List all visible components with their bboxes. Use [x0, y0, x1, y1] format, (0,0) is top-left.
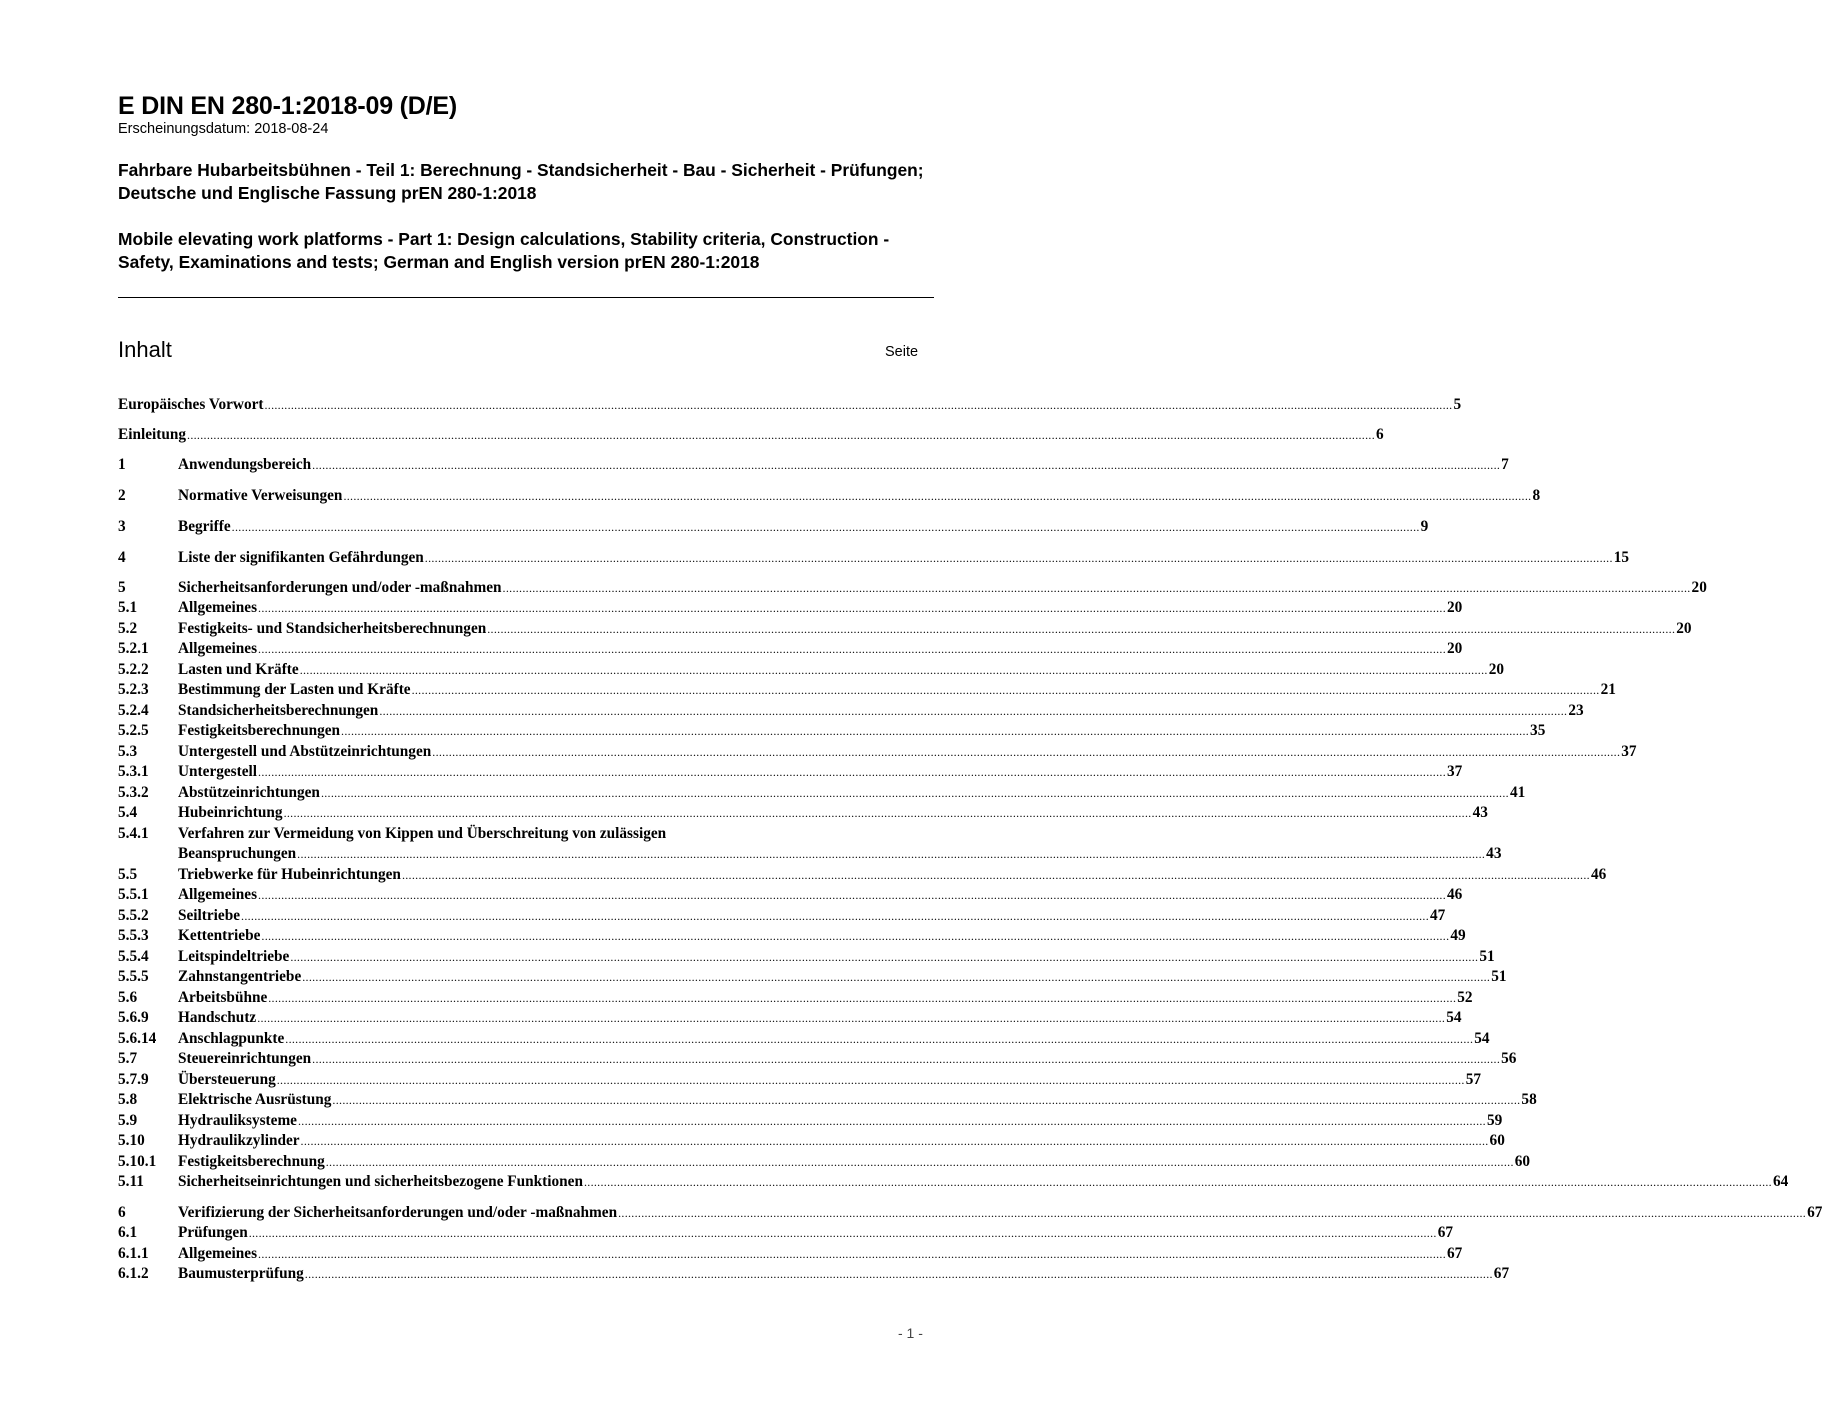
toc-leader-dots: [503, 578, 1691, 598]
toc-entry[interactable]: [118, 926, 1466, 946]
toc-entry[interactable]: [118, 425, 1384, 445]
toc-entry[interactable]: [118, 762, 1463, 782]
toc-entry-number: 5.11: [118, 1173, 144, 1190]
toc-entry[interactable]: [118, 455, 1509, 475]
toc-entry-number: 5.5.3: [118, 927, 149, 944]
toc-leader-dots: [584, 1172, 1772, 1192]
toc-entry-title: Hydraulikzylinder: [178, 1132, 300, 1149]
toc-entry-page: 64: [1772, 1173, 1789, 1190]
toc-page-label: Seite: [885, 344, 919, 360]
toc-entry-page: 46: [1447, 886, 1463, 903]
toc-entry-number: 5.6.14: [118, 1030, 157, 1047]
toc-entry[interactable]: [118, 742, 1637, 762]
toc-entry-number: 5.8: [118, 1091, 138, 1108]
toc-entry-number: 5.2.1: [118, 640, 149, 657]
toc-entry[interactable]: [118, 803, 1488, 823]
toc-entry-page: 23: [1568, 702, 1584, 719]
toc-entry-title: Übersteuerung: [178, 1071, 276, 1088]
toc-entry-title: Festigkeitsberechnungen: [178, 722, 341, 739]
toc-entry-page: 9: [1420, 518, 1429, 535]
toc-entry-title: Sicherheitseinrichtungen und sicherheitsbezogene Funktionen: [178, 1173, 583, 1190]
toc-entry-title: Standsicherheitsberechnungen: [178, 702, 379, 719]
toc-entry-page: 51: [1479, 948, 1495, 965]
toc-leader-dots: [312, 1049, 1500, 1069]
toc-entry-title: Zahnstangentriebe: [178, 968, 302, 985]
toc-entry[interactable]: [118, 1264, 1510, 1284]
toc-entry[interactable]: [118, 1152, 1531, 1172]
toc-entry-number: 3: [118, 518, 126, 535]
toc-entry-title: Untergestell: [178, 763, 258, 780]
toc-entry[interactable]: [118, 824, 930, 844]
toc-entry-title: Europäisches Vorwort: [118, 396, 264, 413]
toc-entry[interactable]: [118, 548, 1630, 568]
document-id: E DIN EN 280-1:2018-09 (D/E): [118, 92, 457, 120]
toc-leader-dots: [301, 1131, 1489, 1151]
toc-leader-dots: [258, 885, 1446, 905]
toc-entry-title: Arbeitsbühne: [178, 989, 268, 1006]
toc-entry-page: 43: [1486, 845, 1502, 862]
toc-entry[interactable]: [118, 1070, 1482, 1090]
toc-entry-page: 67: [1447, 1245, 1463, 1262]
toc-entry[interactable]: [118, 906, 1446, 926]
toc-entry[interactable]: [118, 783, 1526, 803]
toc-entry-page: 60: [1514, 1153, 1531, 1170]
toc-leader-dots: [290, 947, 1478, 967]
toc-entry-number: 5.5.1: [118, 886, 149, 903]
toc-leader-dots: [264, 395, 1452, 415]
toc-leader-dots: [257, 1008, 1445, 1028]
toc-entry-page: 47: [1430, 907, 1446, 924]
toc-entry-number: 5.7.9: [118, 1071, 149, 1088]
toc-entry-number: 5.2.2: [118, 661, 149, 678]
toc-entry-number: 6.1.1: [118, 1245, 149, 1262]
toc-entry-page: 8: [1532, 487, 1541, 504]
toc-entry-title: Baumusterprüfung: [178, 1265, 304, 1282]
toc-entry[interactable]: [118, 1049, 1517, 1069]
header-divider: [118, 297, 934, 298]
toc-entry[interactable]: [118, 517, 1429, 537]
toc-entry-title-continued: Beanspruchungen: [178, 845, 297, 862]
toc-entry-number: 5.2: [118, 620, 138, 637]
toc-entry-title: Untergestell und Abstützeinrichtungen: [178, 743, 432, 760]
toc-heading: Inhalt: [118, 337, 172, 362]
toc-entry-page: 56: [1501, 1050, 1517, 1067]
toc-entry-title: Bestimmung der Lasten und Kräfte: [178, 681, 411, 698]
toc-entry-page: 20: [1447, 599, 1463, 616]
toc-entry-page: 20: [1488, 661, 1504, 678]
toc-entry[interactable]: [118, 721, 1546, 741]
toc-entry[interactable]: [118, 947, 1495, 967]
toc-leader-dots: [232, 517, 1420, 537]
toc-entry-number: 5.6.9: [118, 1009, 149, 1026]
toc-entry-number: 5.2.5: [118, 722, 149, 739]
toc-entry-number: 5.3.1: [118, 763, 149, 780]
toc-entry-title: Einleitung: [118, 426, 187, 443]
toc-leader-dots: [300, 660, 1488, 680]
toc-entry[interactable]: [118, 1111, 1503, 1131]
toc-entry-number: 5.4.1: [118, 825, 149, 842]
toc-entry-title: Liste der signifikanten Gefährdungen: [178, 549, 424, 566]
toc-entry-number: 1: [118, 456, 126, 473]
toc-entry-title: Elektrische Ausrüstung: [178, 1091, 332, 1108]
toc-entry-title: Verfahren zur Vermeidung von Kippen und Überschreitung von zulässigen: [178, 825, 667, 842]
toc-entry-title: Handschutz: [178, 1009, 257, 1026]
toc-entry-page: 51: [1491, 968, 1507, 985]
toc-leader-dots: [241, 906, 1429, 926]
toc-entry-title: Leitspindeltriebe: [178, 948, 290, 965]
toc-entry-number: 5.5.5: [118, 968, 149, 985]
toc-entry-page: 67: [1437, 1224, 1453, 1241]
toc-entry-title: Hubeinrichtung: [178, 804, 283, 821]
toc-entry-title: Seiltriebe: [178, 907, 241, 924]
toc-entry-number: 5.3.2: [118, 784, 149, 801]
toc-leader-dots: [277, 1070, 1465, 1090]
toc-leader-dots: [305, 1264, 1493, 1284]
toc-leader-dots: [618, 1203, 1806, 1223]
toc-entry-number: 5.5.2: [118, 907, 149, 924]
toc-leader-dots: [298, 1111, 1486, 1131]
toc-entry[interactable]: [118, 865, 1607, 885]
toc-entry-continuation[interactable]: [118, 844, 1502, 864]
toc-entry-title: Allgemeines: [178, 886, 258, 903]
toc-entry-page: 37: [1621, 743, 1637, 760]
page-number: - 1 -: [898, 1325, 923, 1341]
toc-leader-dots: [425, 548, 1613, 568]
toc-entry[interactable]: [118, 1223, 1453, 1243]
toc-entry-number: 5: [118, 579, 126, 596]
toc-entry-page: 41: [1509, 784, 1526, 801]
toc-entry[interactable]: [118, 1244, 1463, 1264]
toc-entry[interactable]: [118, 578, 1707, 598]
toc-entry-number: 5.1: [118, 599, 138, 616]
toc-entry-title: Anschlagpunkte: [178, 1030, 285, 1047]
toc-entry-number: 6.1: [118, 1224, 138, 1241]
toc-leader-dots: [341, 721, 1529, 741]
toc-leader-dots: [297, 844, 1485, 864]
toc-entry-number: 5.7: [118, 1050, 138, 1067]
toc-entry[interactable]: [118, 885, 1463, 905]
toc-leader-dots: [487, 619, 1675, 639]
toc-entry-page: 6: [1376, 426, 1384, 443]
toc-entry[interactable]: [118, 1090, 1537, 1110]
toc-entry-number: 5.9: [118, 1112, 138, 1129]
toc-entry[interactable]: [118, 680, 1616, 700]
toc-leader-dots: [258, 1244, 1446, 1264]
toc-leader-dots: [258, 639, 1446, 659]
toc-entry-page: 52: [1457, 989, 1473, 1006]
toc-leader-dots: [432, 742, 1620, 762]
toc-entry-number: 5.10.1: [118, 1153, 157, 1170]
toc-leader-dots: [258, 598, 1446, 618]
toc-entry[interactable]: [118, 639, 1463, 659]
toc-entry-page: 15: [1613, 549, 1630, 566]
toc-entry-title: Abstützeinrichtungen: [178, 784, 320, 801]
toc-entry[interactable]: [118, 660, 1504, 680]
toc-leader-dots: [321, 783, 1509, 803]
toc-entry-page: 57: [1465, 1071, 1482, 1088]
toc-entry-title: Allgemeines: [178, 599, 258, 616]
toc-leader-dots: [326, 1152, 1514, 1172]
toc-leader-dots: [302, 967, 1490, 987]
toc-entry-number: 5.4: [118, 804, 138, 821]
toc-entry-number: 5.2.3: [118, 681, 149, 698]
toc-entry[interactable]: [118, 619, 1692, 639]
toc-entry[interactable]: [118, 1008, 1462, 1028]
toc-entry-title: Anwendungsbereich: [178, 456, 312, 473]
title-german: Fahrbare Hubarbeitsbühnen - Teil 1: Berechnung - Standsicherheit - Bau - Sicherheit - Prüfungen; Deutsche und Englische Fassung prEN 280-1:2018: [118, 160, 924, 203]
toc-leader-dots: [332, 1090, 1520, 1110]
toc-entry[interactable]: [118, 1029, 1490, 1049]
toc-leader-dots: [268, 988, 1456, 1008]
toc-entry-title: Prüfungen: [178, 1224, 248, 1241]
toc-entry[interactable]: [118, 701, 1584, 721]
toc-entry-page: 59: [1486, 1112, 1503, 1129]
toc-entry[interactable]: [118, 988, 1473, 1008]
toc-entry-title: Festigkeits- und Standsicherheitsberechnungen: [178, 620, 487, 637]
toc-leader-dots: [261, 926, 1449, 946]
title-english: Mobile elevating work platforms - Part 1: Design calculations, Stability criteria, Construction - Safety, Examinations and tests; German and English version prEN 280-1:2018: [118, 229, 890, 272]
toc-entry-title: Verifizierung der Sicherheitsanforderungen und/oder -maßnahmen: [178, 1204, 618, 1221]
toc-entry-page: 37: [1447, 763, 1463, 780]
toc-entry-page: 20: [1676, 620, 1692, 637]
toc-leader-dots: [187, 425, 1375, 445]
toc-entry-number: 5.6: [118, 989, 138, 1006]
toc-leader-dots: [312, 455, 1500, 475]
toc-entry-page: 49: [1450, 927, 1466, 944]
toc-entry-page: 7: [1501, 456, 1509, 473]
toc-leader-dots: [249, 1223, 1437, 1243]
toc-entry[interactable]: [118, 1131, 1505, 1151]
toc-leader-dots: [285, 1029, 1473, 1049]
toc-entry-page: 54: [1474, 1030, 1490, 1047]
toc-entry[interactable]: [118, 486, 1541, 506]
toc-entry-page: 43: [1472, 804, 1488, 821]
toc-leader-dots: [258, 762, 1446, 782]
toc-entry-title: Lasten und Kräfte: [178, 661, 299, 678]
toc-entry-title: Allgemeines: [178, 640, 258, 657]
toc-entry-page: 67: [1493, 1265, 1510, 1282]
toc-entry-title: Allgemeines: [178, 1245, 258, 1262]
toc-entry-title: Normative Verweisungen: [178, 487, 343, 504]
toc-entry-number: 5.5: [118, 866, 138, 883]
toc-entry-title: Steuereinrichtungen: [178, 1050, 312, 1067]
toc-entry-title: Triebwerke für Hubeinrichtungen: [178, 866, 401, 883]
toc-entry-number: 2: [118, 487, 126, 504]
toc-leader-dots: [379, 701, 1567, 721]
toc-entry-page: 58: [1521, 1091, 1537, 1108]
toc-entry[interactable]: [118, 395, 1462, 415]
toc-entry-number: 6.1.2: [118, 1265, 149, 1282]
toc-entry-page: 54: [1446, 1009, 1462, 1026]
toc-entry-page: 20: [1691, 579, 1707, 596]
toc-entry-page: 35: [1530, 722, 1546, 739]
toc-entry-page: 20: [1447, 640, 1463, 657]
toc-leader-dots: [412, 680, 1600, 700]
toc-entry-number: 5.10: [118, 1132, 145, 1149]
toc-entry-number: 4: [118, 549, 126, 566]
toc-entry-number: 5.5.4: [118, 948, 149, 965]
toc-leader-dots: [284, 803, 1472, 823]
toc-entry-title: Festigkeitsberechnung: [178, 1153, 325, 1170]
toc-leader-dots: [402, 865, 1590, 885]
toc-entry-number: 6: [118, 1204, 126, 1221]
toc-entry-page: 67: [1807, 1204, 1822, 1221]
toc-entry-title: Hydrauliksysteme: [178, 1112, 297, 1129]
toc-entry[interactable]: [118, 1172, 1789, 1192]
toc-entry-page: 5: [1453, 396, 1462, 413]
toc-entry-title: Begriffe: [178, 518, 231, 535]
toc-entry-page: 21: [1600, 681, 1616, 698]
toc-entry-number: 5.2.4: [118, 702, 149, 719]
toc-entry[interactable]: [118, 1203, 1822, 1223]
toc-leader-dots: [343, 486, 1531, 506]
toc-entry-page: 46: [1590, 866, 1607, 883]
toc-entry-title: Sicherheitsanforderungen und/oder -maßnahmen: [178, 579, 502, 596]
toc-entry-page: 60: [1489, 1132, 1505, 1149]
toc-entry-number: 5.3: [118, 743, 138, 760]
toc-entry-title: Kettentriebe: [178, 927, 261, 944]
toc-entry[interactable]: [118, 967, 1507, 987]
publication-date: Erscheinungsdatum: 2018-08-24: [118, 121, 329, 137]
toc-entry[interactable]: [118, 598, 1463, 618]
